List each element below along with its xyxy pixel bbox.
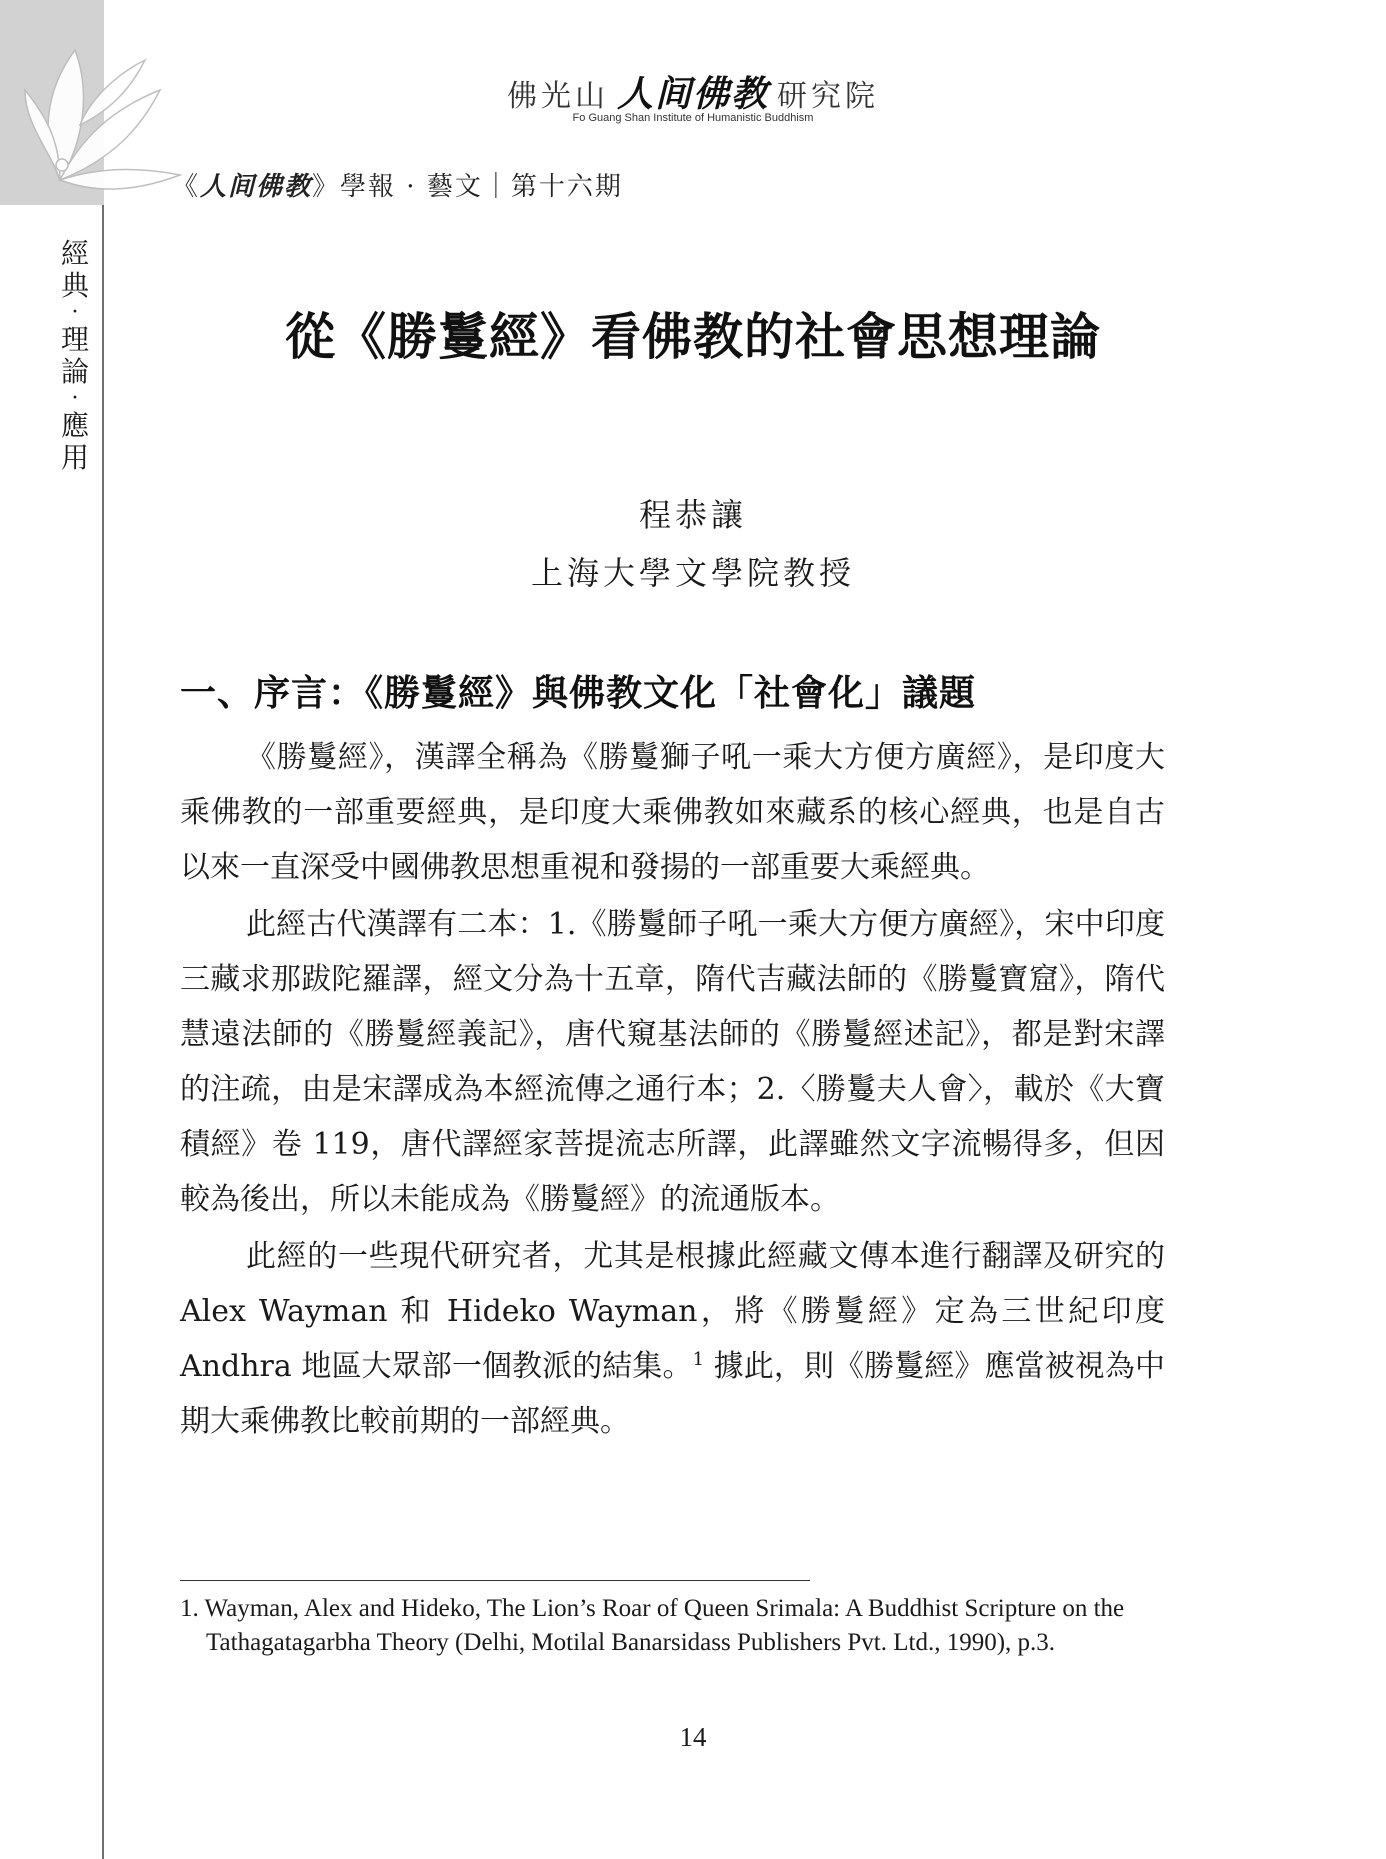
institute-brand-logotype: 人间佛教	[616, 73, 769, 115]
side-label-char: 理	[60, 323, 89, 356]
body-paragraph	[180, 1229, 1165, 1449]
paragraph-text: 此經的一些現代研究者，尤其是根據此經藏文傳本進行翻譯及研究的 Alex Wayman 和 Hideko Wayman，將《勝鬘經》定為三世紀印度 Andhra 地區大眾部一個教派的結集。	[180, 1239, 1165, 1384]
side-label-char: 典	[60, 269, 89, 302]
body-paragraph: 《勝鬘經》，漢譯全稱為《勝鬘獅子吼一乘大方便方廣經》，是印度大乘佛教的一部重要經典，是印度大乘佛教如來藏系的核心經典，也是自古以來一直深受中國佛教思想重視和發揚的一部重要大乘經典。	[180, 740, 1165, 885]
institute-header	[0, 66, 1386, 117]
journal-issue: 》學報 · 藝文｜第十六期	[312, 172, 623, 202]
footnote: 1. Wayman, Alex and Hideko, The Lion’s Roar of Queen Srimala: A Buddhist Scripture on the Tathagatagarbha Theory (Delhi, Motilal Banarsidass Publishers Pvt. Ltd., 1990), p.3.	[180, 1595, 1125, 1656]
article-body	[180, 730, 1165, 1451]
side-label-char: 經	[60, 237, 89, 270]
author-affiliation: 上海大學文學院教授	[530, 554, 855, 592]
footnote-reference[interactable]: 1	[692, 1349, 705, 1370]
institute-prefix: 佛光山	[506, 79, 609, 114]
side-label-separator: ·	[71, 300, 79, 325]
side-label-char: 應	[60, 409, 89, 442]
institute-english-name: Fo Guang Shan Institute of Humanistic Buddhism	[572, 112, 814, 124]
journal-running-header	[172, 166, 623, 203]
side-label-separator: ·	[71, 386, 79, 411]
section-heading: 一、序言：《勝鬘經》與佛教文化「社會化」議題	[180, 672, 977, 714]
side-vertical-rule	[102, 205, 104, 1859]
page-number: 14	[679, 1722, 707, 1752]
paragraph-text: 據此，則《勝鬘經》應當被視為中期大乘佛教比較前期的一部經典。	[180, 1349, 1165, 1439]
journal-brand: 人间佛教	[200, 172, 313, 202]
side-label-char: 用	[60, 441, 89, 474]
author-name: 程恭讓	[638, 496, 747, 534]
side-label-char: 論	[60, 355, 89, 388]
journal-open-bracket: 《	[172, 172, 201, 202]
body-paragraph: 此經古代漢譯有二本：1.《勝鬘師子吼一乘大方便方廣經》，宋中印度三藏求那跋陀羅譯，經文分為十五章，隋代吉藏法師的《勝鬘寶窟》，隋代慧遠法師的《勝鬘經義記》，唐代窺基法師的《勝鬘經述記》，都是對宋譯的注疏，由是宋譯成為本經流傳之通行本；2.〈勝鬘夫人會〉，載於《大寶積經》卷 119，唐代譯經家菩提流志所譯，此譯雖然文字流暢得多，但因較為後出，所以未能成為《勝鬘經》的流通版本。	[180, 907, 1165, 1217]
footnote-divider	[180, 1580, 810, 1581]
institute-suffix: 研究院	[777, 79, 879, 114]
article-title: 從《勝鬘經》看佛教的社會思想理論	[285, 307, 1101, 366]
